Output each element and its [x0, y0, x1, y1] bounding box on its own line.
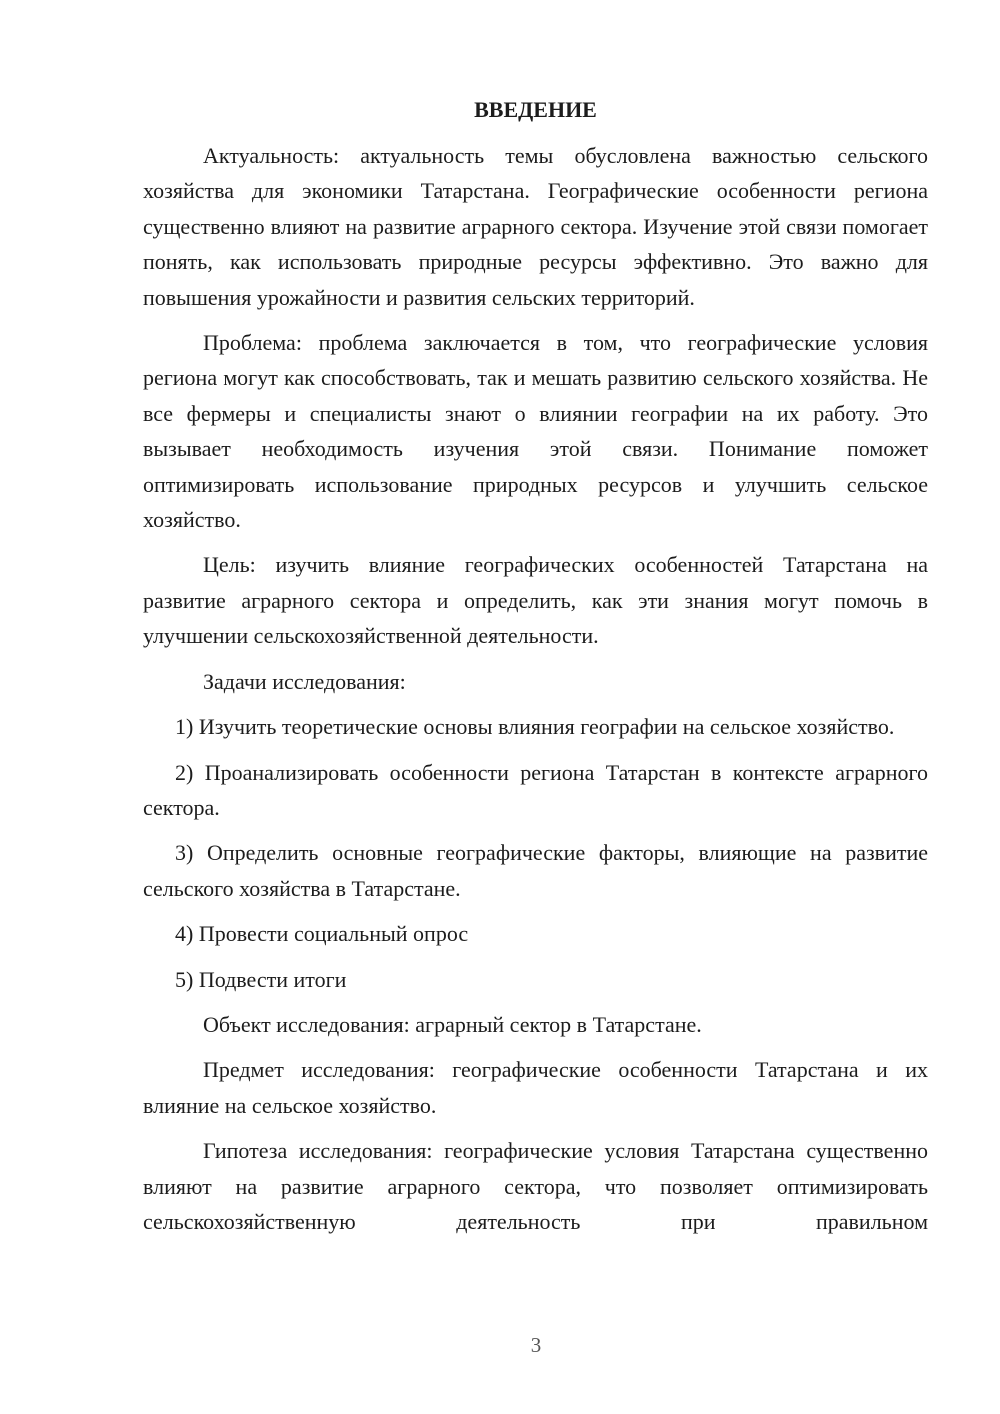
paragraph-relevance: Актуальность: актуальность темы обусловлена важностью сельского хозяйства для экономики Татарстана. Географические особенности региона существенно влияют на развитие аграрного сектора. Изучение этой связи помогает понять, как использовать природные ресурсы эффективно. Это важно для повышения урожайности и развития сельских территорий.: [143, 143, 928, 310]
list-item: 3) Определить основные географические факторы, влияющие на развитие сельского хозяйства в Татарстане.: [143, 840, 928, 901]
page-title: ВВЕДЕНИЕ: [474, 97, 597, 122]
paragraph-hypothesis: Гипотеза исследования: географические условия Татарстана существенно влияют на развитие аграрного сектора, что позволяет оптимизировать сельскохозяйственную деятельность при правильном: [143, 1138, 928, 1234]
paragraph-goal: Цель: изучить влияние географических особенностей Татарстана на развитие аграрного сектора и определить, как эти знания могут помочь в улучшении сельскохозяйственной деятельности.: [143, 552, 928, 649]
task-list: [143, 709, 928, 997]
paragraph-subject: Предмет исследования: географические особенности Татарстана и их влияние на сельское хозяйство.: [143, 1057, 928, 1118]
paragraph-object: Объект исследования: аграрный сектор в Татарстане.: [203, 1011, 702, 1037]
document-page: [143, 90, 928, 1249]
list-item: 5) Подвести итоги: [175, 966, 347, 992]
page-number: 3: [530, 1333, 542, 1357]
paragraph-tasks-heading: Задачи исследования:: [203, 668, 406, 694]
list-item: 1) Изучить теоретические основы влияния географии на сельское хозяйство.: [175, 714, 895, 740]
list-item: 4) Провести социальный опрос: [175, 921, 469, 947]
list-item: 2) Проанализировать особенности региона Татарстан в контексте аграрного сектора.: [143, 759, 928, 820]
paragraph-problem: Проблема: проблема заключается в том, что географические условия региона могут как способствовать, так и мешать развитию сельского хозяйства. Не все фермеры и специалисты знают о влиянии географии на их работу. Это вызывает необходимость изучения этой связи. Понимание поможет оптимизировать использование природных ресурсов и улучшить сельское хозяйство.: [143, 330, 928, 533]
